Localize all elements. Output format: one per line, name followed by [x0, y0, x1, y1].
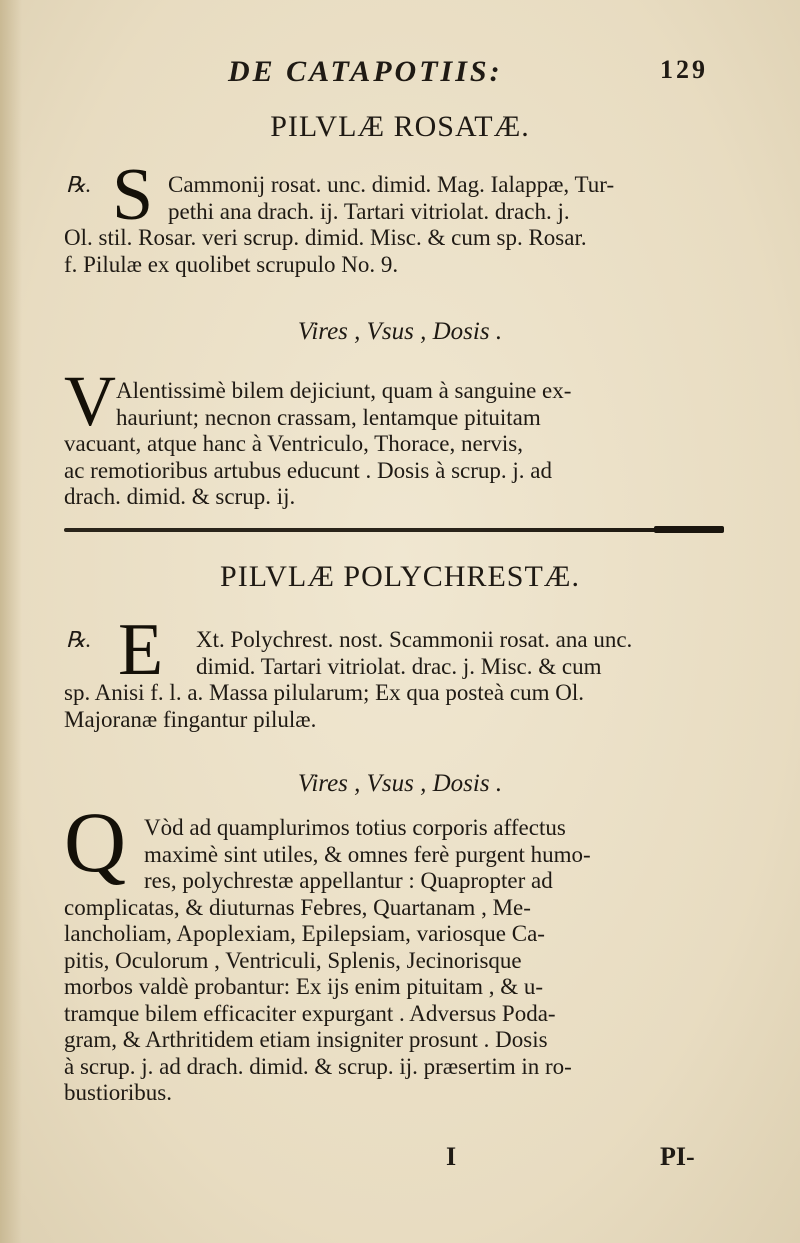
text-line: Majoranæ fingantur pilulæ. [64, 706, 317, 732]
text-line: complicatas, & diuturnas Febres, Quartanam , Me- [64, 894, 531, 920]
text-line: lancholiam, Apoplexiam, Epilepsiam, variosque Ca- [64, 921, 545, 946]
page-number: 129 [660, 55, 708, 84]
text-line: dimid. Tartari vitriolat. drac. j. Misc. & cum [196, 653, 602, 679]
text-line: bustioribus. [64, 1080, 172, 1105]
text-line: hauriunt; necnon crassam, lentamque pituitam [116, 404, 541, 430]
recipe-paragraph-polychrestae [64, 627, 734, 733]
text-line: Xt. Polychrest. nost. Scammonii rosat. ana unc. [196, 627, 633, 652]
text-line: res, polychrestæ appellantur : Quapropter ad [144, 868, 553, 893]
text-line: morbos valdè probantur: Ex ijs enim pituitam , & u- [64, 974, 544, 999]
subheading-vires-usus-dosis: Vires , Vsus , Dosis . [297, 318, 503, 345]
section-divider-rule [64, 528, 724, 532]
drop-cap: V [64, 361, 116, 441]
section-title-rosatae: PILVLÆ ROSATÆ. [270, 110, 530, 143]
subheading-vires-usus-dosis: Vires , Vsus , Dosis . [297, 770, 503, 797]
page-gutter [0, 0, 22, 1243]
text-line: Vòd ad quamplurimos totius corporis affectus [144, 815, 566, 840]
text-line: vacuant, atque hanc à Ventriculo, Thorace, nervis, [64, 431, 523, 456]
text-line: tramque bilem efficaciter expurgant . Adversus Poda- [64, 1000, 556, 1026]
text-line: Cammonij rosat. unc. dimid. Mag. Ialappæ, Tur- [168, 172, 615, 197]
text-line: maximè sint utiles, & omnes ferè purgent humo- [144, 841, 591, 867]
vires-paragraph-rosatae [64, 378, 734, 511]
signature-mark: I [446, 1142, 457, 1171]
drop-cap: E [118, 609, 164, 691]
vires-paragraph-polychrestae [64, 815, 734, 1107]
text-line: sp. Anisi f. l. a. Massa pilularum; Ex qua posteà cum Ol. [64, 680, 584, 705]
running-title: DE CATAPOTIIS: [228, 55, 503, 88]
text-line: ac remotioribus artubus educunt . Dosis à scrup. j. ad [64, 457, 552, 483]
text-line: pethi ana drach. ij. Tartari vitriolat. drach. j. [168, 198, 570, 224]
recipe-paragraph-rosatae [64, 172, 734, 278]
text-line: f. Pilulæ ex quolibet scrupulo No. 9. [64, 251, 399, 277]
catchword: PI- [660, 1142, 695, 1171]
text-line: drach. dimid. & scrup. ij. [64, 484, 296, 509]
recipe-symbol: ℞. [66, 172, 92, 197]
text-line: gram, & Arthritidem etiam insigniter prosunt . Dosis [64, 1027, 548, 1052]
drop-cap: S [112, 154, 154, 236]
text-line: à scrup. j. ad drach. dimid. & scrup. ij. præsertim in ro- [64, 1053, 572, 1079]
text-line: Ol. stil. Rosar. veri scrup. dimid. Misc. & cum sp. Rosar. [64, 225, 587, 250]
drop-cap: Q [64, 794, 127, 890]
section-title-polychrestae: PILVLÆ POLYCHRESTÆ. [220, 560, 580, 593]
running-header [228, 55, 708, 95]
text-line: pitis, Oculorum , Ventriculi, Splenis, Jecinorisque [64, 947, 522, 973]
recipe-symbol: ℞. [66, 627, 92, 652]
text-line: Alentissimè bilem dejiciunt, quam à sanguine ex- [116, 378, 572, 403]
